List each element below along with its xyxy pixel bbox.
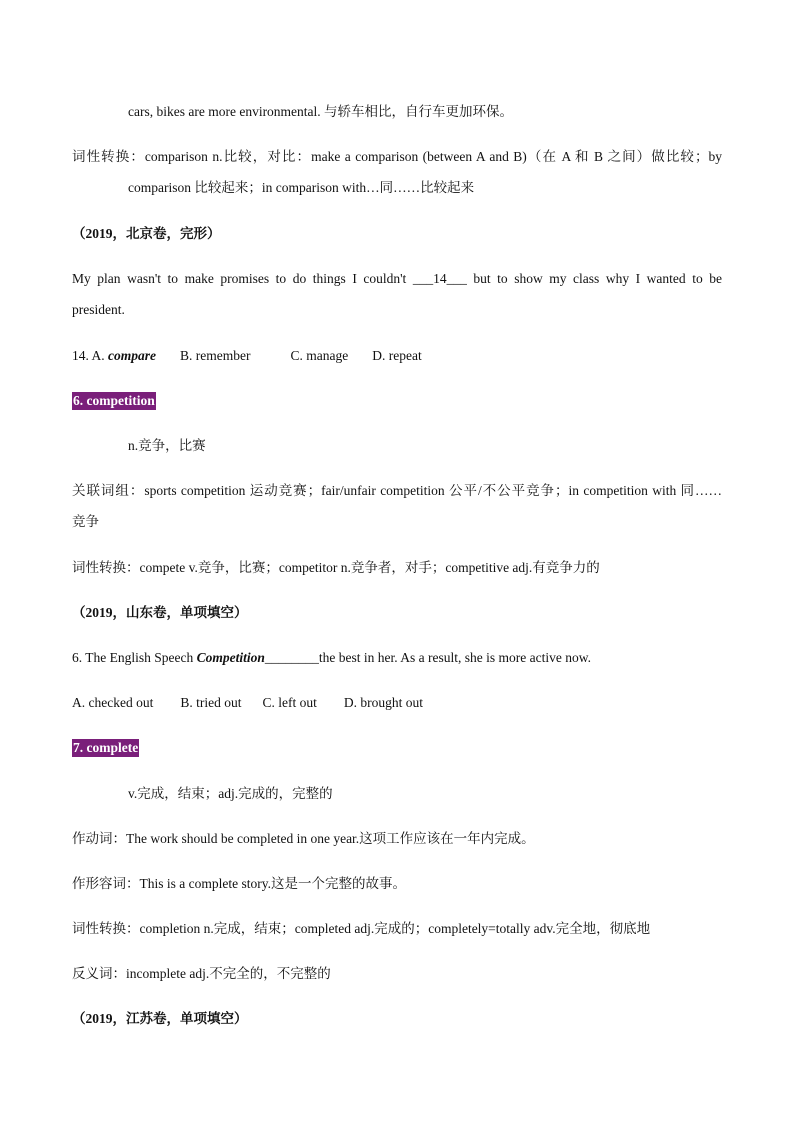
q14-option-d: D. repeat bbox=[372, 348, 422, 363]
q14-number: 14. A. bbox=[72, 348, 109, 363]
complete-antonym: 反义词：incomplete adj.不完全的，不完整的 bbox=[72, 966, 331, 981]
q6-blank: ________ bbox=[264, 650, 319, 665]
complete-definition: v.完成，结束；adj.完成的，完整的 bbox=[128, 786, 333, 801]
q14-option-c: C. manage bbox=[290, 348, 349, 363]
source-label-beijing: （2019，北京卷，完形） bbox=[72, 226, 221, 241]
question-6-options bbox=[72, 694, 423, 712]
competition-phrases: 关联词组：sports competition 运动竞赛；fair/unfair competition 公平/不公平竞争；in competition with 同…… bbox=[72, 483, 722, 498]
q6-option-b: B. tried out bbox=[180, 695, 242, 710]
example-translation: cars, bikes are more environmental. 与轿车相比，自行车更加环保。 bbox=[128, 104, 514, 119]
complete-as-verb: 作动词：The work should be completed in one year.这项工作应该在一年内完成。 bbox=[72, 831, 535, 846]
competition-phrases-cont: 竞争 bbox=[72, 514, 99, 529]
q6-text-c: the best in her. As a result, she is more active now. bbox=[318, 650, 591, 665]
q14-option-b: B. remember bbox=[180, 348, 251, 363]
word-conversion-comparison-cont: comparison 比较起来；in comparison with…同……比较起来 bbox=[128, 180, 475, 195]
competition-conversion: 词性转换：compete v.竞争，比赛；competitor n.竞争者，对手；competitive adj.有竞争力的 bbox=[72, 560, 600, 575]
competition-definition: n.竞争，比赛 bbox=[128, 438, 206, 453]
section-heading-competition: 6. competition bbox=[73, 393, 155, 408]
word-conversion-comparison: 词性转换：comparison n.比较，对比：make a comparison (between A and B)（在 A 和 B 之间）做比较；by bbox=[72, 149, 722, 164]
complete-as-adjective: 作形容词：This is a complete story.这是一个完整的故事。 bbox=[72, 876, 406, 891]
source-label-shandong: （2019，山东卷，单项填空） bbox=[72, 605, 248, 620]
q14-text-a: My plan wasn't to make promises to do things I couldn't bbox=[72, 271, 413, 286]
question-6-text bbox=[72, 649, 591, 667]
q6-option-d: D. brought out bbox=[343, 695, 423, 710]
q6-option-a: A. checked out bbox=[72, 695, 154, 710]
question-14-text bbox=[72, 270, 722, 288]
question-14-text-cont: president. bbox=[72, 302, 125, 317]
section-heading-complete: 7. complete bbox=[73, 740, 139, 755]
source-label-jiangsu: （2019，江苏卷，单项填空） bbox=[72, 1011, 248, 1026]
q6-option-c: C. left out bbox=[262, 695, 317, 710]
q6-text-a: 6. The English Speech bbox=[72, 650, 197, 665]
q6-keyword: Competition bbox=[196, 650, 265, 665]
question-14-options bbox=[72, 347, 422, 365]
complete-conversion: 词性转换：completion n.完成，结束；completed adj.完成的；completely=totally adv.完全地，彻底地 bbox=[72, 921, 651, 936]
q14-blank: ___14___ bbox=[412, 271, 467, 286]
q14-option-a: compare bbox=[108, 348, 157, 363]
q14-text-b: but to show my class why I wanted to be bbox=[466, 271, 722, 286]
